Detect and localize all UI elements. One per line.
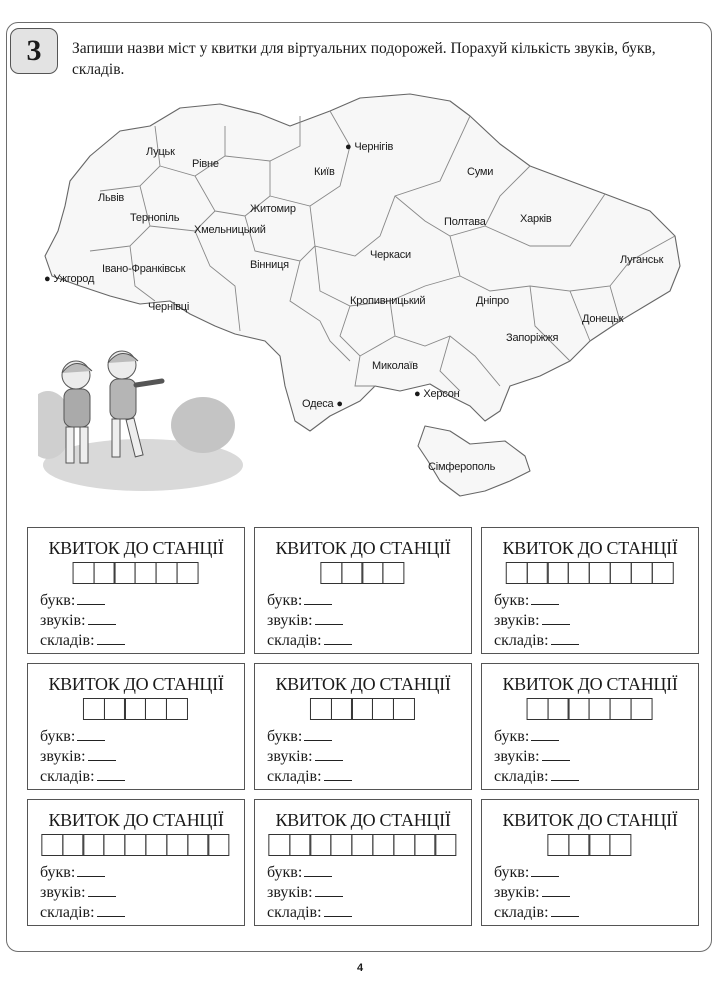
ticket-card	[254, 663, 472, 790]
letter-box[interactable]	[341, 562, 363, 584]
letters-line	[267, 864, 332, 882]
city-kyiv: Київ	[314, 166, 335, 178]
syllables-line-label: складів:	[267, 904, 322, 921]
answer-blank[interactable]	[315, 623, 343, 625]
city-vinnytsia: Вінниця	[250, 259, 289, 271]
ticket-card	[481, 663, 699, 790]
ticket-title: КВИТОК ДО СТАНЦІЇ	[275, 810, 451, 830]
letters-line-label: букв:	[40, 728, 76, 745]
city-ternopil: Тернопіль	[130, 212, 180, 224]
letter-box[interactable]	[310, 834, 332, 856]
answer-blank[interactable]	[542, 759, 570, 761]
ticket-card	[254, 799, 472, 926]
sounds-line	[40, 748, 116, 766]
letter-boxes	[548, 834, 631, 856]
letter-box[interactable]	[610, 698, 632, 720]
ticket-card	[27, 663, 245, 790]
letters-line	[267, 592, 332, 610]
letter-box[interactable]	[145, 698, 167, 720]
ticket-title: КВИТОК ДО СТАНЦІЇ	[275, 674, 451, 694]
syllables-line-label: складів:	[40, 632, 95, 649]
syllables-line-label: складів:	[494, 632, 549, 649]
letter-box[interactable]	[104, 834, 126, 856]
letters-line-label: букв:	[40, 592, 76, 609]
answer-blank[interactable]	[324, 915, 352, 917]
hikers-picture	[38, 345, 258, 495]
task-number: 3	[10, 28, 58, 74]
letter-box[interactable]	[547, 562, 569, 584]
sounds-line-label: звуків:	[267, 884, 313, 901]
sounds-line	[494, 884, 570, 902]
letter-box[interactable]	[331, 698, 353, 720]
letter-box[interactable]	[156, 562, 178, 584]
ticket-title: КВИТОК ДО СТАНЦІЇ	[502, 538, 678, 558]
letter-box[interactable]	[393, 834, 415, 856]
letters-line	[40, 592, 105, 610]
letter-box[interactable]	[320, 562, 342, 584]
city-poltava: Полтава	[444, 216, 486, 228]
city-zhytomyr: Житомир	[250, 203, 296, 215]
city-uzhhorod: ● Ужгород	[44, 273, 95, 285]
city-zaporizhzhia: Запоріжжя	[506, 332, 559, 344]
letter-boxes	[42, 834, 229, 856]
city-chernihiv: ● Чернігів	[345, 141, 394, 153]
syllables-line	[40, 904, 125, 922]
city-cherkasy: Черкаси	[370, 249, 411, 261]
syllables-line	[40, 632, 125, 650]
ticket-title: КВИТОК ДО СТАНЦІЇ	[275, 538, 451, 558]
sounds-line-label: звуків:	[267, 612, 313, 629]
answer-blank[interactable]	[77, 603, 105, 605]
ticket-title: КВИТОК ДО СТАНЦІЇ	[502, 810, 678, 830]
children-illustration	[38, 345, 258, 495]
ticket-title: КВИТОК ДО СТАНЦІЇ	[502, 674, 678, 694]
syllables-line	[267, 632, 352, 650]
letter-box[interactable]	[568, 562, 590, 584]
syllables-line-label: складів:	[494, 904, 549, 921]
answer-blank[interactable]	[542, 895, 570, 897]
letters-line	[267, 728, 332, 746]
ticket-card	[481, 799, 699, 926]
city-donetsk: Донецьк	[582, 313, 624, 325]
letter-box[interactable]	[506, 562, 528, 584]
syllables-line	[267, 904, 352, 922]
letters-line-label: букв:	[40, 864, 76, 881]
letters-line-label: букв:	[494, 592, 530, 609]
letter-box[interactable]	[83, 698, 105, 720]
letter-box[interactable]	[176, 562, 198, 584]
city-chernivtsi: Чернівці	[148, 301, 190, 313]
city-kharkiv: Харків	[520, 213, 552, 225]
letter-box[interactable]	[568, 834, 590, 856]
letters-line-label: букв:	[494, 864, 530, 881]
answer-blank[interactable]	[531, 603, 559, 605]
answer-blank[interactable]	[97, 643, 125, 645]
sounds-line	[40, 884, 116, 902]
answer-blank[interactable]	[304, 875, 332, 877]
answer-blank[interactable]	[88, 895, 116, 897]
sounds-line	[40, 612, 116, 630]
letter-box[interactable]	[526, 698, 548, 720]
letter-box[interactable]	[41, 834, 63, 856]
letter-box[interactable]	[383, 562, 405, 584]
letters-line	[494, 728, 559, 746]
answer-blank[interactable]	[97, 915, 125, 917]
letter-box[interactable]	[568, 698, 590, 720]
letter-box[interactable]	[289, 834, 311, 856]
letter-box[interactable]	[124, 698, 146, 720]
letter-boxes	[74, 562, 199, 584]
letter-box[interactable]	[435, 834, 457, 856]
letter-box[interactable]	[145, 834, 167, 856]
answer-blank[interactable]	[551, 915, 579, 917]
sounds-line-label: звуків:	[494, 612, 540, 629]
answer-blank[interactable]	[315, 895, 343, 897]
letter-box[interactable]	[104, 698, 126, 720]
answer-blank[interactable]	[531, 875, 559, 877]
letters-line	[494, 592, 559, 610]
letter-box[interactable]	[166, 698, 188, 720]
syllables-line-label: складів:	[494, 768, 549, 785]
answer-blank[interactable]	[551, 643, 579, 645]
answer-blank[interactable]	[77, 875, 105, 877]
letter-box[interactable]	[208, 834, 230, 856]
city-simferopol: Сімферополь	[428, 461, 496, 473]
letter-box[interactable]	[547, 698, 569, 720]
syllables-line-label: складів:	[40, 768, 95, 785]
syllables-line	[494, 904, 579, 922]
ticket-card	[254, 527, 472, 654]
city-ivano-frankivsk: Івано-Франківськ	[102, 263, 186, 275]
letter-box[interactable]	[351, 698, 373, 720]
letter-box[interactable]	[589, 562, 611, 584]
letter-boxes	[84, 698, 188, 720]
letter-boxes	[528, 698, 653, 720]
letter-box[interactable]	[124, 834, 146, 856]
ticket-title: КВИТОК ДО СТАНЦІЇ	[48, 538, 224, 558]
letters-line-label: букв:	[494, 728, 530, 745]
city-rivne: Рівне	[192, 158, 219, 170]
letter-box[interactable]	[526, 562, 548, 584]
city-kropyvnytskyi: Кропивницький	[350, 295, 426, 307]
letter-box[interactable]	[72, 562, 94, 584]
syllables-line	[267, 768, 352, 786]
letter-box[interactable]	[589, 698, 611, 720]
letter-box[interactable]	[610, 834, 632, 856]
letters-line	[494, 864, 559, 882]
city-kherson: ● Херсон	[414, 388, 460, 400]
letter-box[interactable]	[589, 834, 611, 856]
task-instruction: Запиши назви міст у квитки для віртуальних подорожей. Порахуй кількість звуків, букв, складів.	[72, 40, 656, 78]
letter-box[interactable]	[414, 834, 436, 856]
sounds-line-label: звуків:	[40, 612, 86, 629]
answer-blank[interactable]	[77, 739, 105, 741]
letter-box[interactable]	[630, 562, 652, 584]
letter-box[interactable]	[331, 834, 353, 856]
city-lutsk: Луцьк	[146, 146, 175, 158]
letter-boxes	[311, 698, 415, 720]
letter-box[interactable]	[135, 562, 157, 584]
letter-box[interactable]	[310, 698, 332, 720]
letter-box[interactable]	[62, 834, 84, 856]
letter-box[interactable]	[362, 562, 384, 584]
letters-line-label: букв:	[267, 592, 303, 609]
sounds-line-label: звуків:	[267, 748, 313, 765]
city-luhansk: Луганськ	[620, 254, 664, 266]
letter-box[interactable]	[651, 562, 673, 584]
answer-blank[interactable]	[88, 623, 116, 625]
letter-boxes	[269, 834, 456, 856]
page-number: 4	[356, 962, 364, 974]
sounds-line	[267, 612, 343, 630]
letter-box[interactable]	[187, 834, 209, 856]
letters-line	[40, 864, 105, 882]
sounds-line	[494, 748, 570, 766]
syllables-line-label: складів:	[267, 632, 322, 649]
syllables-line	[494, 632, 579, 650]
letter-boxes	[507, 562, 674, 584]
syllables-line-label: складів:	[267, 768, 322, 785]
sounds-line-label: звуків:	[494, 884, 540, 901]
letter-box[interactable]	[114, 562, 136, 584]
answer-blank[interactable]	[324, 643, 352, 645]
answer-blank[interactable]	[304, 739, 332, 741]
sounds-line-label: звуків:	[494, 748, 540, 765]
letter-box[interactable]	[630, 698, 652, 720]
sounds-line-label: звуків:	[40, 884, 86, 901]
ticket-title: КВИТОК ДО СТАНЦІЇ	[48, 674, 224, 694]
syllables-line-label: складів:	[40, 904, 95, 921]
ticket-card	[27, 527, 245, 654]
letter-box[interactable]	[393, 698, 415, 720]
answer-blank[interactable]	[97, 779, 125, 781]
letters-line-label: букв:	[267, 728, 303, 745]
sounds-line	[494, 612, 570, 630]
answer-blank[interactable]	[551, 779, 579, 781]
letter-box[interactable]	[372, 698, 394, 720]
letter-box[interactable]	[351, 834, 373, 856]
answer-blank[interactable]	[531, 739, 559, 741]
answer-blank[interactable]	[315, 759, 343, 761]
answer-blank[interactable]	[324, 779, 352, 781]
letter-box[interactable]	[268, 834, 290, 856]
city-sumy: Суми	[467, 166, 494, 178]
letter-boxes	[321, 562, 404, 584]
syllables-line	[494, 768, 579, 786]
letter-box[interactable]	[610, 562, 632, 584]
city-lviv: Львів	[98, 192, 125, 204]
ticket-card	[27, 799, 245, 926]
letter-box[interactable]	[372, 834, 394, 856]
letters-line-label: букв:	[267, 864, 303, 881]
city-dnipro: Дніпро	[476, 295, 509, 307]
ticket-card	[481, 527, 699, 654]
city-odesa: Одеса ●	[302, 398, 343, 410]
letter-box[interactable]	[83, 834, 105, 856]
sounds-line-label: звуків:	[40, 748, 86, 765]
city-khmelnytskyi: Хмельницький	[194, 224, 266, 236]
answer-blank[interactable]	[304, 603, 332, 605]
city-mykolaiv: Миколаїв	[372, 360, 418, 372]
letters-line	[40, 728, 105, 746]
syllables-line	[40, 768, 125, 786]
letter-box[interactable]	[93, 562, 115, 584]
answer-blank[interactable]	[88, 759, 116, 761]
ticket-title: КВИТОК ДО СТАНЦІЇ	[48, 810, 224, 830]
letter-box[interactable]	[166, 834, 188, 856]
answer-blank[interactable]	[542, 623, 570, 625]
letter-box[interactable]	[547, 834, 569, 856]
sounds-line	[267, 748, 343, 766]
sounds-line	[267, 884, 343, 902]
